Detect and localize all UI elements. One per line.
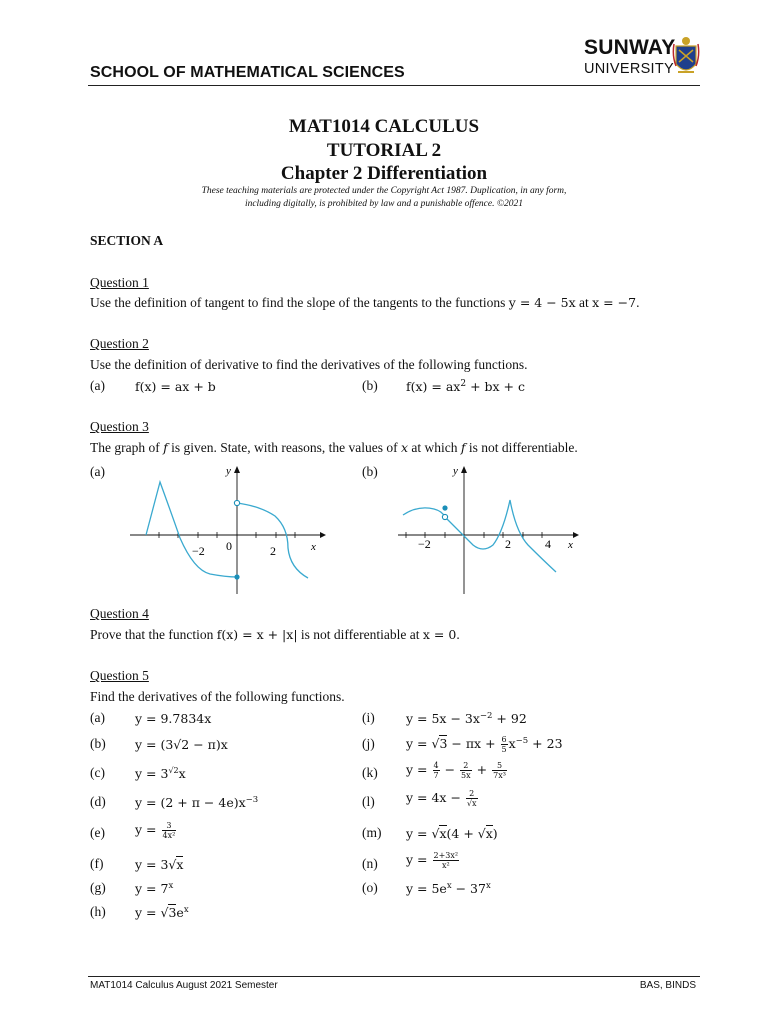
- graph-b-x-arrow-icon: [573, 532, 579, 538]
- question-3-heading: Question 3: [90, 419, 149, 434]
- copyright-notice-line2: including digitally, is prohibited by law and a punishable offence. ©2021: [244, 199, 524, 209]
- graph-b-y-arrow-icon: [461, 466, 467, 473]
- question-4-text: Prove that the function f(x) = x + |x| is not differentiable at x = 0.: [90, 627, 460, 642]
- tutorial-title: TUTORIAL 2: [326, 140, 442, 161]
- graph-b: [398, 460, 598, 595]
- graph-a-right-curve: [237, 503, 308, 578]
- question-5-heading: Question 5: [90, 668, 149, 683]
- graph-b-x-label: x: [568, 539, 573, 551]
- q5-label-g: (g): [90, 880, 106, 895]
- question-2-text: Use the definition of derivative to find the derivatives of the following functions.: [90, 357, 528, 372]
- q5-expr-l: y = 4x − $\frac{2}{√x}$: [406, 789, 477, 808]
- q2-part-b-expr: $f(x) = ax^2$ + bx + c: [406, 379, 525, 395]
- graph-a-tick-2: 2: [270, 544, 276, 558]
- graph-a-y-label: y: [226, 465, 231, 477]
- graph-a-x-label: x: [311, 541, 316, 553]
- q5-expr-j: y = √3 − πx + $\frac{6}{5}$ $x^{-5} + 23$: [406, 735, 563, 754]
- question-3-text: The graph of f is given. State, with reasons, the values of x at which f is not differentiable.: [90, 440, 578, 455]
- q5-expr-c: $y = 3^{√2}x$: [135, 766, 186, 782]
- graph-b-tick-2: 2: [505, 537, 511, 551]
- q5-expr-b: y = (3√2 − π)x: [135, 737, 228, 752]
- school-name: SCHOOL OF MATHEMATICAL SCIENCES: [90, 64, 405, 81]
- graph-a-tick-0: 0: [226, 539, 232, 553]
- q5-label-h: (h): [90, 904, 106, 919]
- copyright-notice-line1: These teaching materials are protected under the Copyright Act 1987. Duplication, in any form,: [201, 186, 567, 196]
- graph-a-tick-neg2: −2: [192, 544, 205, 558]
- q5-expr-a: y = 9.7834x: [135, 711, 212, 726]
- section-heading: SECTION A: [90, 233, 164, 248]
- q3-part-a-label: (a): [90, 464, 105, 479]
- q5-label-a: (a): [90, 710, 105, 725]
- graph-b-closed-point: [442, 505, 447, 510]
- logo-wordmark-university: UNIVERSITY: [584, 61, 675, 77]
- q5-label-d: (d): [90, 794, 106, 809]
- graph-b-open-point: [442, 514, 447, 519]
- q5-expr-h: $y = √3e^x$: [135, 905, 189, 921]
- q5-label-k: (k): [362, 765, 378, 780]
- graph-b-left-curve: [403, 508, 445, 517]
- q5-label-m: (m): [362, 825, 382, 840]
- q2-part-b-label: (b): [362, 378, 378, 393]
- q5-label-f: (f): [90, 856, 104, 871]
- q5-expr-k: y = $\frac{4}{7}$ − $\frac{2}{5x}$ + $\frac{5}{\text{7x³}}$: [406, 761, 506, 780]
- university-crest-icon: [672, 34, 700, 80]
- footer-divider: [88, 976, 700, 977]
- q5-label-e: (e): [90, 825, 105, 840]
- graph-b-tick-neg2: −2: [418, 537, 431, 551]
- question-5-text: Find the derivatives of the following functions.: [90, 689, 345, 704]
- graph-b-right-curve: [445, 500, 556, 572]
- question-2-heading: Question 2: [90, 336, 149, 351]
- header-divider: [88, 85, 700, 86]
- logo-wordmark-sunway: SUNWAY: [584, 36, 676, 59]
- graph-a-x-arrow-icon: [320, 532, 326, 538]
- q2-part-a-expr: f(x) = ax + b: [135, 379, 216, 394]
- q5-expr-i: $y = 5x - 3x^{-2} + 92$: [406, 711, 527, 727]
- question-1-heading: Question 1: [90, 275, 149, 290]
- graph-a: [130, 460, 330, 595]
- q5-expr-e: y = $\frac{3}{\text{4x²}}$: [135, 821, 176, 840]
- graph-a-open-point: [234, 500, 239, 505]
- question-4-heading: Question 4: [90, 606, 149, 621]
- q5-expr-g: $y = 7^x$: [135, 881, 174, 897]
- q5-label-n: (n): [362, 856, 378, 871]
- q5-label-i: (i): [362, 710, 375, 725]
- q5-expr-f: y = 3√x: [135, 857, 184, 872]
- graph-b-y-label: y: [453, 465, 458, 477]
- q5-label-j: (j): [362, 736, 375, 751]
- course-title: MAT1014 CALCULUS: [288, 116, 480, 137]
- question-1-text: Use the definition of tangent to find the slope of the tangents to the functions y = 4 − 5x at x = −7.: [90, 295, 640, 310]
- q5-expr-o: $y = 5e^x - 37^x$: [406, 881, 491, 897]
- footer-authors: BAS, BINDS: [639, 980, 696, 991]
- chapter-title: Chapter 2 Differentiation: [280, 163, 488, 184]
- q5-label-l: (l): [362, 794, 375, 809]
- footer-course: MAT1014 Calculus August 2021 Semester: [90, 980, 278, 991]
- graph-b-tick-4: 4: [545, 537, 551, 551]
- graph-a-y-arrow-icon: [234, 466, 240, 473]
- q5-label-b: (b): [90, 736, 106, 751]
- q5-label-c: (c): [90, 765, 105, 780]
- graph-a-left-curve: [146, 482, 237, 577]
- q5-expr-n: y = $\frac{\text{2+3x²}}{\text{x²}}$: [406, 851, 459, 870]
- graph-a-closed-point: [234, 574, 239, 579]
- q3-part-b-label: (b): [362, 464, 378, 479]
- q2-part-a-label: (a): [90, 378, 105, 393]
- q5-label-o: (o): [362, 880, 378, 895]
- q5-expr-d: $y = (2 + \pi - 4e)x^{-3}$: [135, 795, 259, 811]
- q5-expr-m: y = √x(4 + √x): [406, 826, 498, 841]
